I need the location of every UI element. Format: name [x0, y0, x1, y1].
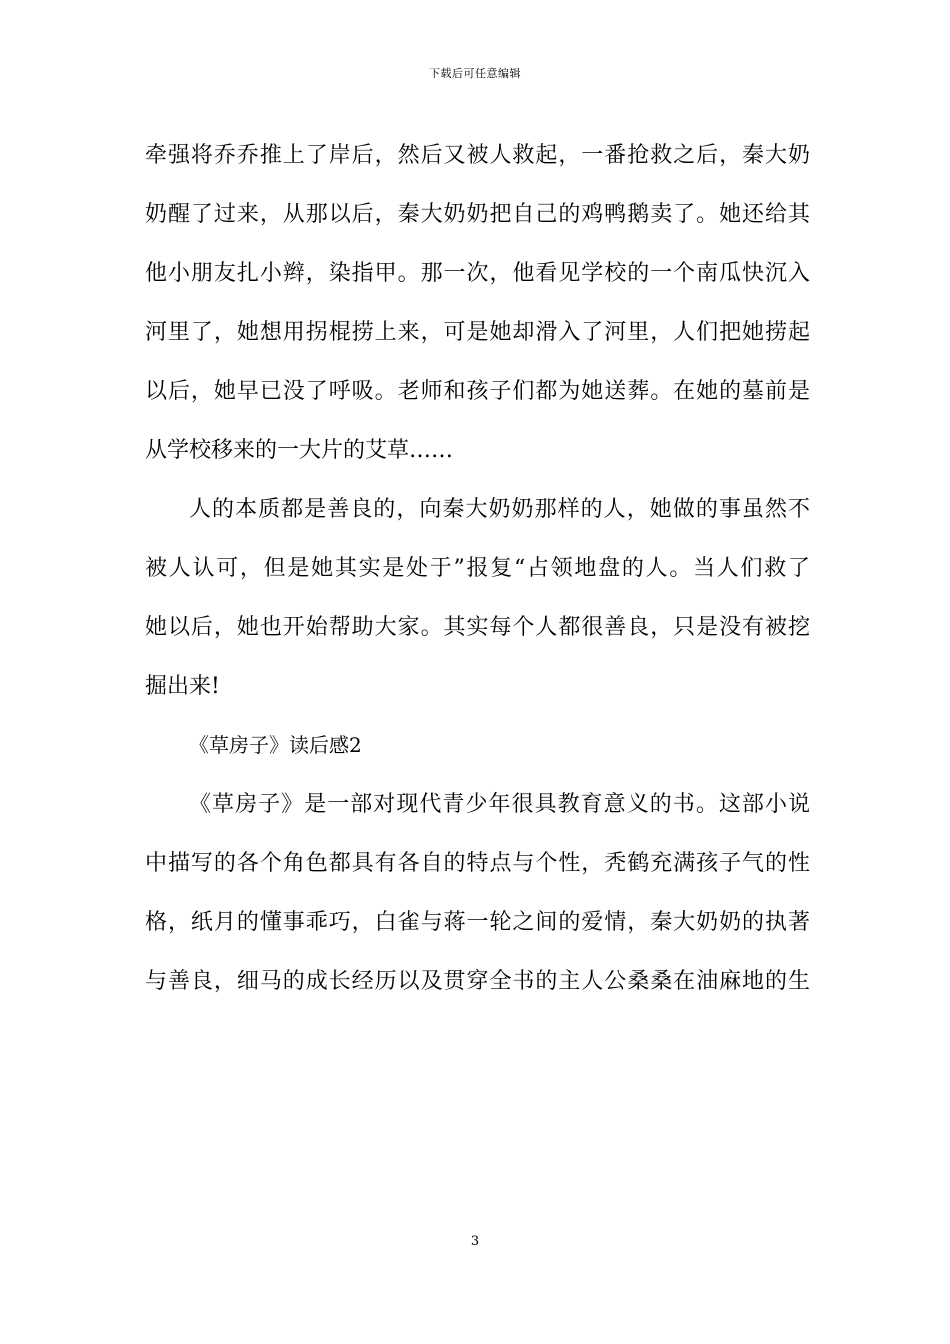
- text-line: 河里了，她想用拐棍捞上来，可是她却滑入了河里，人们把她捞起: [145, 320, 810, 345]
- page-header: 下载后可任意编辑: [429, 67, 521, 80]
- text-line: 格，纸月的懂事乖巧，白雀与蒋一轮之间的爱情，秦大奶奶的执著: [145, 910, 810, 935]
- text-line: 中描写的各个角色都具有各自的特点与个性，秃鹤充满孩子气的性: [145, 851, 810, 876]
- text-line: 与善良，细马的成长经历以及贯穿全书的主人公桑桑在油麻地的生: [145, 969, 810, 994]
- text-line: 从学校移来的一大片的艾草……: [145, 438, 454, 463]
- text-line: 掘出来!: [145, 674, 220, 699]
- text-line: 被人认可，但是她其实是处于”报复“占领地盘的人。当人们救了: [145, 556, 810, 581]
- text-line: 人的本质都是善良的，向秦大奶奶那样的人，她做的事虽然不: [189, 497, 810, 522]
- text-line: 牵强将乔乔推上了岸后，然后又被人救起，一番抢救之后，秦大奶: [145, 143, 810, 168]
- text-line: 她以后，她也开始帮助大家。其实每个人都很善良，只是没有被挖: [145, 615, 810, 640]
- document-body: [145, 126, 810, 1011]
- text-line: 他小朋友扎小辫，染指甲。那一次，他看见学校的一个南瓜快沉入: [145, 261, 810, 286]
- text-line: 以后，她早已没了呼吸。老师和孩子们都为她送葬。在她的墓前是: [145, 379, 810, 404]
- section-heading: 《草房子》读后感2: [189, 733, 362, 757]
- text-line: 《草房子》是一部对现代青少年很具教育意义的书。这部小说: [189, 792, 810, 817]
- text-line: 奶醒了过来，从那以后，秦大奶奶把自己的鸡鸭鹅卖了。她还给其: [145, 202, 810, 227]
- page-number: 3: [470, 1234, 480, 1249]
